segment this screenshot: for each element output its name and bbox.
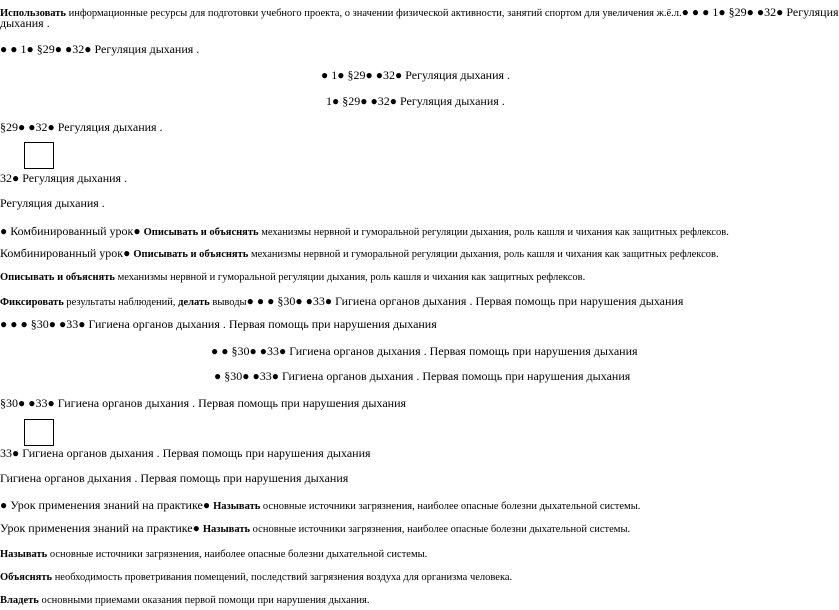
empty-box (24, 419, 54, 446)
bold-verb-2: делать (178, 297, 210, 308)
bold-verb: Владеть (0, 595, 39, 606)
line-21 (0, 566, 512, 585)
line-9 (0, 243, 719, 262)
line-12: ● ● ● §30● ●33● Гигиена органов дыхания . Первая помощь при нарушения дыхания (0, 317, 437, 331)
line-19 (0, 518, 630, 537)
line-text: механизмы нервной и гуморальной регуляции дыхания, роль кашля и чихания как защитных рефлексов. (114, 272, 586, 283)
line-3: ● 1● §29● ●32● Регуляция дыхания . (321, 68, 511, 82)
line-2: ● ● 1● §29● ●32● Регуляция дыхания . (0, 42, 200, 56)
line-14: ● §30● ●33● Гигиена органов дыхания . Первая помощь при нарушения дыхания (214, 369, 631, 383)
line-text-2: выводы (209, 297, 247, 308)
line-7: Регуляция дыхания . (0, 196, 105, 210)
line-text: механизмы нервной и гуморальной регуляции дыхания, роль кашля и чихания как защитных рефлексов. (248, 249, 719, 260)
line-1-wrap: дыхания . (0, 16, 50, 30)
bold-verb: Описывать и объяснять (133, 249, 249, 260)
bold-verb: Называть (0, 549, 48, 560)
bold-verb: Называть (213, 501, 261, 512)
line-5: §29● ●32● Регуляция дыхания . (0, 120, 163, 134)
line-22 (0, 589, 370, 608)
lesson-type: Урок применения знаний на практике● (0, 521, 203, 535)
line-15: §30● ●33● Гигиена органов дыхания . Первая помощь при нарушения дыхания (0, 396, 407, 410)
bold-verb: Фиксировать (0, 297, 64, 308)
line-text: механизмы нервной и гуморальной регуляции дыхания, роль кашля и чихания как защитных рефлексов. (258, 227, 729, 238)
line-20 (0, 543, 427, 562)
line-text: основные источники загрязнения, наиболее опасные болезни дыхательной системы. (250, 524, 631, 535)
bold-verb: Объяснять (0, 572, 53, 583)
line-tail: ● ● ● 1● §29● ●32● Регуляция (681, 5, 839, 19)
bold-verb: Описывать и объяснять (143, 227, 259, 238)
line-13: ● ● §30● ●33● Гигиена органов дыхания . Первая помощь при нарушения дыхания (211, 344, 638, 358)
line-text: информационные ресурсы для подготовки учебного проекта, о значении физической активности, занятий спортом для увеличения ж.ё.л. (65, 8, 682, 19)
bold-verb: Описывать и объяснять (0, 272, 115, 283)
line-10 (0, 266, 585, 285)
bold-verb: Использовать (0, 8, 66, 19)
line-1 (0, 2, 839, 21)
line-18 (0, 495, 640, 514)
line-text: результаты наблюдений, (63, 297, 179, 308)
lesson-type: Комбинированный урок● (0, 246, 134, 260)
line-text: основные источники загрязнения, наиболее опасные болезни дыхательной системы. (260, 501, 641, 512)
line-11 (0, 291, 683, 310)
empty-box (24, 142, 54, 169)
line-8 (0, 221, 729, 240)
line-17: Гигиена органов дыхания . Первая помощь при нарушения дыхания (0, 471, 349, 485)
lesson-type: ● Комбинированный урок● (0, 224, 144, 238)
line-4: 1● §29● ●32● Регуляция дыхания . (326, 94, 505, 108)
line-text: основные источники загрязнения, наиболее опасные болезни дыхательной системы. (47, 549, 428, 560)
lesson-type: ● Урок применения знаний на практике● (0, 498, 214, 512)
line-6: 32● Регуляция дыхания . (0, 171, 128, 185)
line-text: необходимость проветривания помещений, последствий загрязнения воздуха для организма человека. (52, 572, 513, 583)
line-tail: ● ● ● §30● ●33● Гигиена органов дыхания . Первая помощь при нарушения дыхания (246, 294, 684, 308)
line-16: 33● Гигиена органов дыхания . Первая помощь при нарушения дыхания (0, 446, 371, 460)
bold-verb: Называть (202, 524, 251, 535)
line-text: основными приемами оказания первой помощи при нарушения дыхания. (38, 595, 370, 606)
